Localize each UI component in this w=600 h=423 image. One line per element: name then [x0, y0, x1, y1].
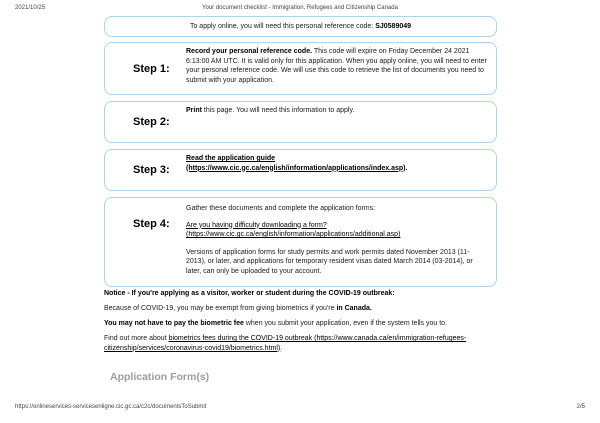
reference-code-line	[105, 17, 496, 36]
step-2-body: this page. You will need this information to apply.	[201, 107, 355, 114]
step-2-lead: Print	[186, 107, 202, 114]
footer-source-url: https://onlineservices-servicesenligne.cic.gc.ca/c2c/documentsToSubmit	[15, 404, 207, 410]
difficulty-link-line2: (https://www.cic.gc.ca/english/information/applications/additional.asp)	[186, 231, 401, 238]
notice-p1-bold: in Canada.	[336, 305, 372, 312]
notice-p1-text: Because of COVID-19, you may be exempt from giving biometrics if you're	[104, 305, 337, 312]
step-2-paragraph	[186, 106, 488, 116]
notice-p3-text: Find out more about	[104, 335, 169, 342]
difficulty-downloading-form-link[interactable]	[186, 221, 488, 239]
print-footer	[15, 404, 585, 414]
step-1-content	[186, 43, 488, 85]
footer-page-number: 2/5	[576, 404, 585, 410]
biometrics-fees-link[interactable]: biometrics fees during the COVID-19 outbreak (https://www.canada.ca/en/immigration-refugees-citizenship/services/coronavirus-covid19/biometrics.html)	[104, 335, 467, 352]
step-1-paragraph	[186, 47, 488, 85]
notice-p2-text: when you submit your application, even if the system tells you to.	[243, 320, 448, 327]
step-3-label: Step 3:	[133, 164, 170, 176]
covid-notice-paragraph-3	[104, 334, 499, 353]
covid-notice-heading: Notice - If you're applying as a visitor, worker or student during the COVID-19 outbreak:	[104, 290, 395, 297]
notice-p2-bold: You may not have to pay the biometric fee	[104, 320, 244, 327]
step-2-label: Step 2:	[133, 116, 170, 128]
step-4-content	[186, 198, 488, 276]
step-3-box	[104, 149, 497, 191]
covid-notice-section	[104, 289, 499, 359]
step-3-suffix: .	[405, 164, 408, 172]
step-1-box	[104, 42, 497, 95]
step-3-content	[186, 150, 488, 173]
step-1-label: Step 1:	[133, 62, 170, 75]
difficulty-link-line1: Are you having difficulty downloading a form?	[186, 221, 327, 229]
step-1-lead: Record your personal reference code.	[186, 48, 313, 55]
step-4-note: Versions of application forms for study permits and work permits dated November 2013 (11-2013), or later, and applications for temporary resident visas dated March 2014 (03-2014), or later, can only be uploaded to your account.	[186, 248, 473, 275]
covid-notice-paragraph-2	[104, 319, 499, 329]
step-2-box	[104, 101, 497, 143]
application-forms-heading: Application Form(s)	[110, 371, 210, 383]
steps-column	[104, 16, 497, 287]
application-guide-link-line1: Read the application guide	[186, 155, 276, 162]
step-4-link-paragraph	[186, 221, 488, 240]
step-3-paragraph	[186, 154, 488, 173]
document-title: Your document checklist - Immigration, Refugees and Citizenship Canada	[202, 5, 398, 11]
application-guide-link[interactable]	[186, 154, 488, 172]
print-header	[15, 5, 585, 15]
application-guide-link-line2: (https://www.cic.gc.ca/english/information/applications/index.asp)	[186, 164, 406, 172]
reference-code-text: To apply online, you will need this personal reference code:	[189, 23, 376, 30]
covid-notice-paragraph-1	[104, 304, 499, 314]
reference-code-box	[104, 16, 497, 37]
step-4-intro: Gather these documents and complete the application forms:	[186, 205, 376, 212]
step-2-content	[186, 102, 488, 116]
print-date: 2021/10/25	[15, 5, 46, 11]
personal-reference-code: SJ0589049	[375, 23, 412, 30]
notice-p3-suffix: .	[280, 344, 283, 352]
step-4-box	[104, 197, 497, 287]
step-1-body: This code will expire on Friday December 24 2021 6:13:00 AM UTC. It is valid only for this application. When you apply online, you will need to enter your personal reference code. We will use this code to retrieve the list of documents you need to submit with your application.	[186, 48, 487, 84]
step-4-label: Step 4:	[133, 218, 170, 230]
